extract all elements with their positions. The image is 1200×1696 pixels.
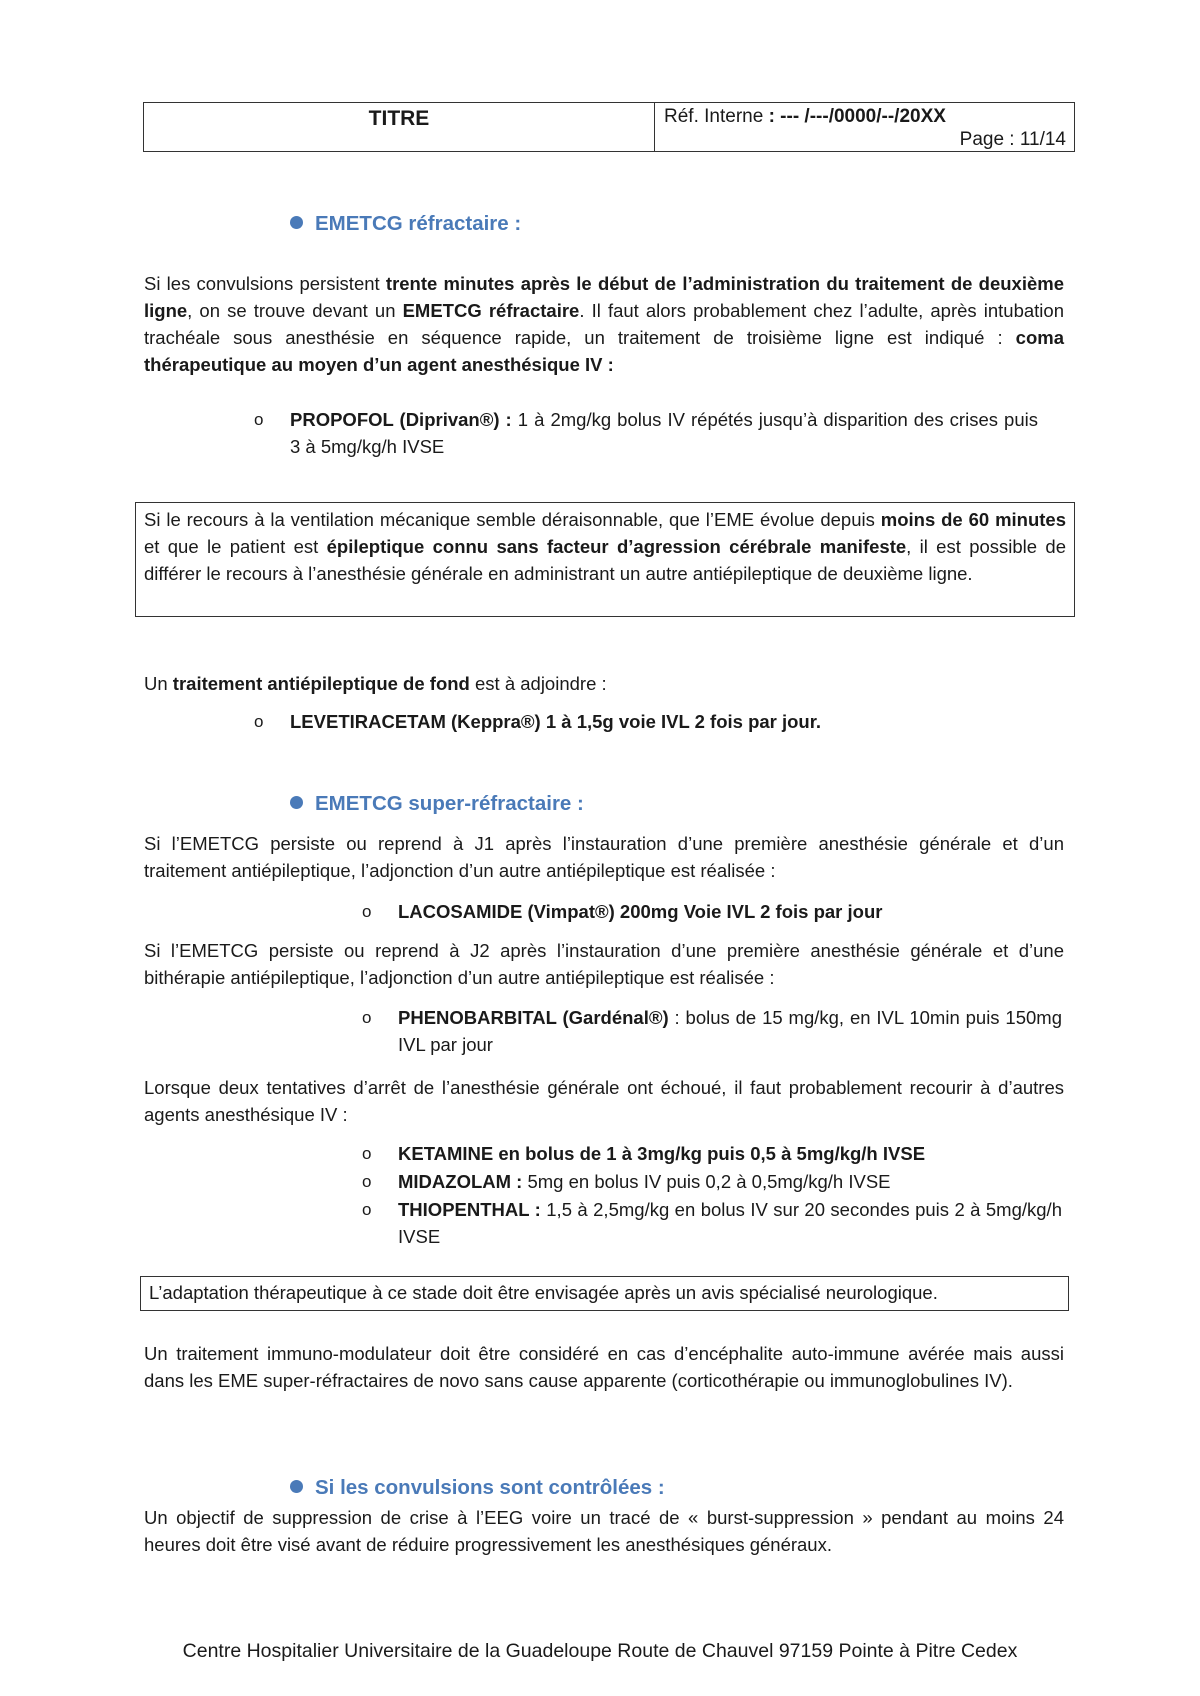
bullet-dot-icon bbox=[290, 216, 303, 229]
note-box-ventilation bbox=[135, 502, 1075, 617]
bullet-dot-icon bbox=[290, 1480, 303, 1493]
list-item-levetiracetam bbox=[254, 708, 1038, 735]
bold-text: KETAMINE en bolus de 1 à 3mg/kg puis 0,5 à 5mg/kg/h IVSE bbox=[398, 1143, 926, 1164]
bold-text: EMETCG réfractaire bbox=[402, 300, 580, 321]
paragraph-super-tentatives: Lorsque deux tentatives d’arrêt de l’anesthésie générale ont échoué, il faut probablement recourir à d’autres agents anesthésique IV : bbox=[144, 1077, 1064, 1125]
paragraph-traitement-fond bbox=[144, 670, 1064, 697]
paragraph-super-j2: Si l’EMETCG persiste ou reprend à J2 après l’instauration d’une première anesthésie générale et d’une bithérapie antiépileptique, l’adjonction d’un autre antiépileptique est réalisée : bbox=[144, 940, 1064, 988]
text: 5mg en bolus IV puis 0,2 à 0,5mg/kg/h IVSE bbox=[522, 1171, 891, 1192]
bold-text: trente minutes après le début de l’administration du traitement de deuxième ligne bbox=[144, 273, 1064, 321]
heading-text: EMETCG réfractaire : bbox=[315, 212, 522, 235]
text: : bolus de 15 mg/kg, en IVL 10min puis 150mg IVL par jour bbox=[398, 1007, 1062, 1055]
paragraph-super-j1: Si l’EMETCG persiste ou reprend à J1 après l’instauration d’une première anesthésie générale et d’un traitement antiépileptique, l’adjonction d’un autre antiépileptique est réalisée : bbox=[144, 833, 1064, 881]
text: Si les convulsions persistent bbox=[144, 273, 386, 294]
bold-text: MIDAZOLAM : bbox=[398, 1171, 523, 1192]
text: Si le recours à la ventilation mécanique semble déraisonnable, que l’EME évolue depuis bbox=[144, 509, 881, 530]
paragraph-refractaire bbox=[144, 270, 1064, 378]
bold-text: THIOPENTHAL : bbox=[398, 1199, 541, 1220]
heading-super-refractaire bbox=[290, 792, 584, 816]
list-item-thiopenthal bbox=[362, 1196, 1062, 1250]
heading-convulsions-controlees bbox=[290, 1476, 665, 1500]
text: . Il faut alors probablement chez l’adulte, après intubation trachéale sous anesthésie en séquence rapide, un traitement de troisième ligne est indiqué : bbox=[144, 300, 1064, 348]
bold-text: traitement antiépileptique de fond bbox=[172, 673, 470, 694]
text: et que le patient est bbox=[144, 536, 327, 557]
footer-address: Centre Hospitalier Universitaire de la Guadeloupe Route de Chauvel 97159 Pointe à Pitre Cedex bbox=[182, 1640, 1018, 1662]
bold-text: épileptique connu sans facteur d’agression cérébrale manifeste bbox=[326, 536, 907, 557]
circle-bullet-icon: o bbox=[362, 1172, 372, 1191]
bold-text: moins de 60 minutes bbox=[880, 509, 1066, 530]
heading-text: Si les convulsions sont contrôlées : bbox=[315, 1476, 665, 1499]
text: , il est possible de différer le recours à l’anesthésie générale en administrant un autre antiépileptique de deuxième ligne. bbox=[144, 536, 1066, 584]
note-box-avis-neurologique: L’adaptation thérapeutique à ce stade doit être envisagée après un avis spécialisé neurologique. bbox=[140, 1276, 1069, 1311]
paragraph-immuno: Un traitement immuno-modulateur doit être considéré en cas d’encéphalite auto-immune avérée mais aussi dans les EME super-réfractaires de novo sans cause apparente (corticothérapie ou immunoglobulines IV). bbox=[144, 1343, 1064, 1391]
text: est à adjoindre : bbox=[469, 673, 607, 694]
header-table bbox=[143, 102, 1075, 152]
circle-bullet-icon: o bbox=[362, 902, 372, 921]
bold-text: LACOSAMIDE (Vimpat®) 200mg Voie IVL 2 fois par jour bbox=[398, 901, 883, 922]
circle-bullet-icon: o bbox=[362, 1200, 372, 1219]
internal-reference bbox=[664, 106, 946, 128]
text: 1,5 à 2,5mg/kg en bolus IV sur 20 secondes puis 2 à 5mg/kg/h IVSE bbox=[398, 1199, 1062, 1247]
circle-bullet-icon: o bbox=[254, 410, 264, 429]
bold-text: PROPOFOL (Diprivan®) : bbox=[290, 409, 512, 430]
bold-text: PHENOBARBITAL (Gardénal®) bbox=[398, 1007, 669, 1028]
bold-text: coma thérapeutique au moyen d’un agent anesthésique IV : bbox=[144, 327, 1064, 375]
ref-label: Réf. Interne bbox=[664, 106, 764, 127]
text: 1 à 2mg/kg bolus IV répétés jusqu’à disparition des crises puis 3 à 5mg/kg/h IVSE bbox=[290, 409, 1038, 457]
list-item-propofol bbox=[254, 406, 1038, 460]
ref-value: : --- /---/0000/--/20XX bbox=[768, 106, 946, 127]
circle-bullet-icon: o bbox=[254, 712, 264, 731]
paragraph-controlees: Un objectif de suppression de crise à l’EEG voire un tracé de « burst-suppression » pendant au moins 24 heures doit être visé avant de réduire progressivement les anesthésiques généraux. bbox=[144, 1507, 1064, 1555]
heading-refractaire bbox=[290, 212, 521, 236]
text: Un bbox=[144, 673, 173, 694]
list-item-lacosamide bbox=[362, 898, 1038, 925]
header-ref-cell bbox=[656, 103, 1066, 151]
page-number: Page : 11/14 bbox=[959, 129, 1066, 150]
heading-text: EMETCG super-réfractaire : bbox=[315, 792, 584, 815]
text: , on se trouve devant un bbox=[187, 300, 403, 321]
list-item-midazolam bbox=[362, 1168, 1062, 1195]
circle-bullet-icon: o bbox=[362, 1008, 372, 1027]
bold-text: LEVETIRACETAM (Keppra®) 1 à 1,5g voie IVL 2 fois par jour. bbox=[290, 711, 822, 732]
circle-bullet-icon: o bbox=[362, 1144, 372, 1163]
bullet-dot-icon bbox=[290, 796, 303, 809]
list-item-phenobarbital bbox=[362, 1004, 1062, 1058]
list-item-ketamine bbox=[362, 1140, 1062, 1167]
document-title: TITRE bbox=[144, 103, 655, 151]
